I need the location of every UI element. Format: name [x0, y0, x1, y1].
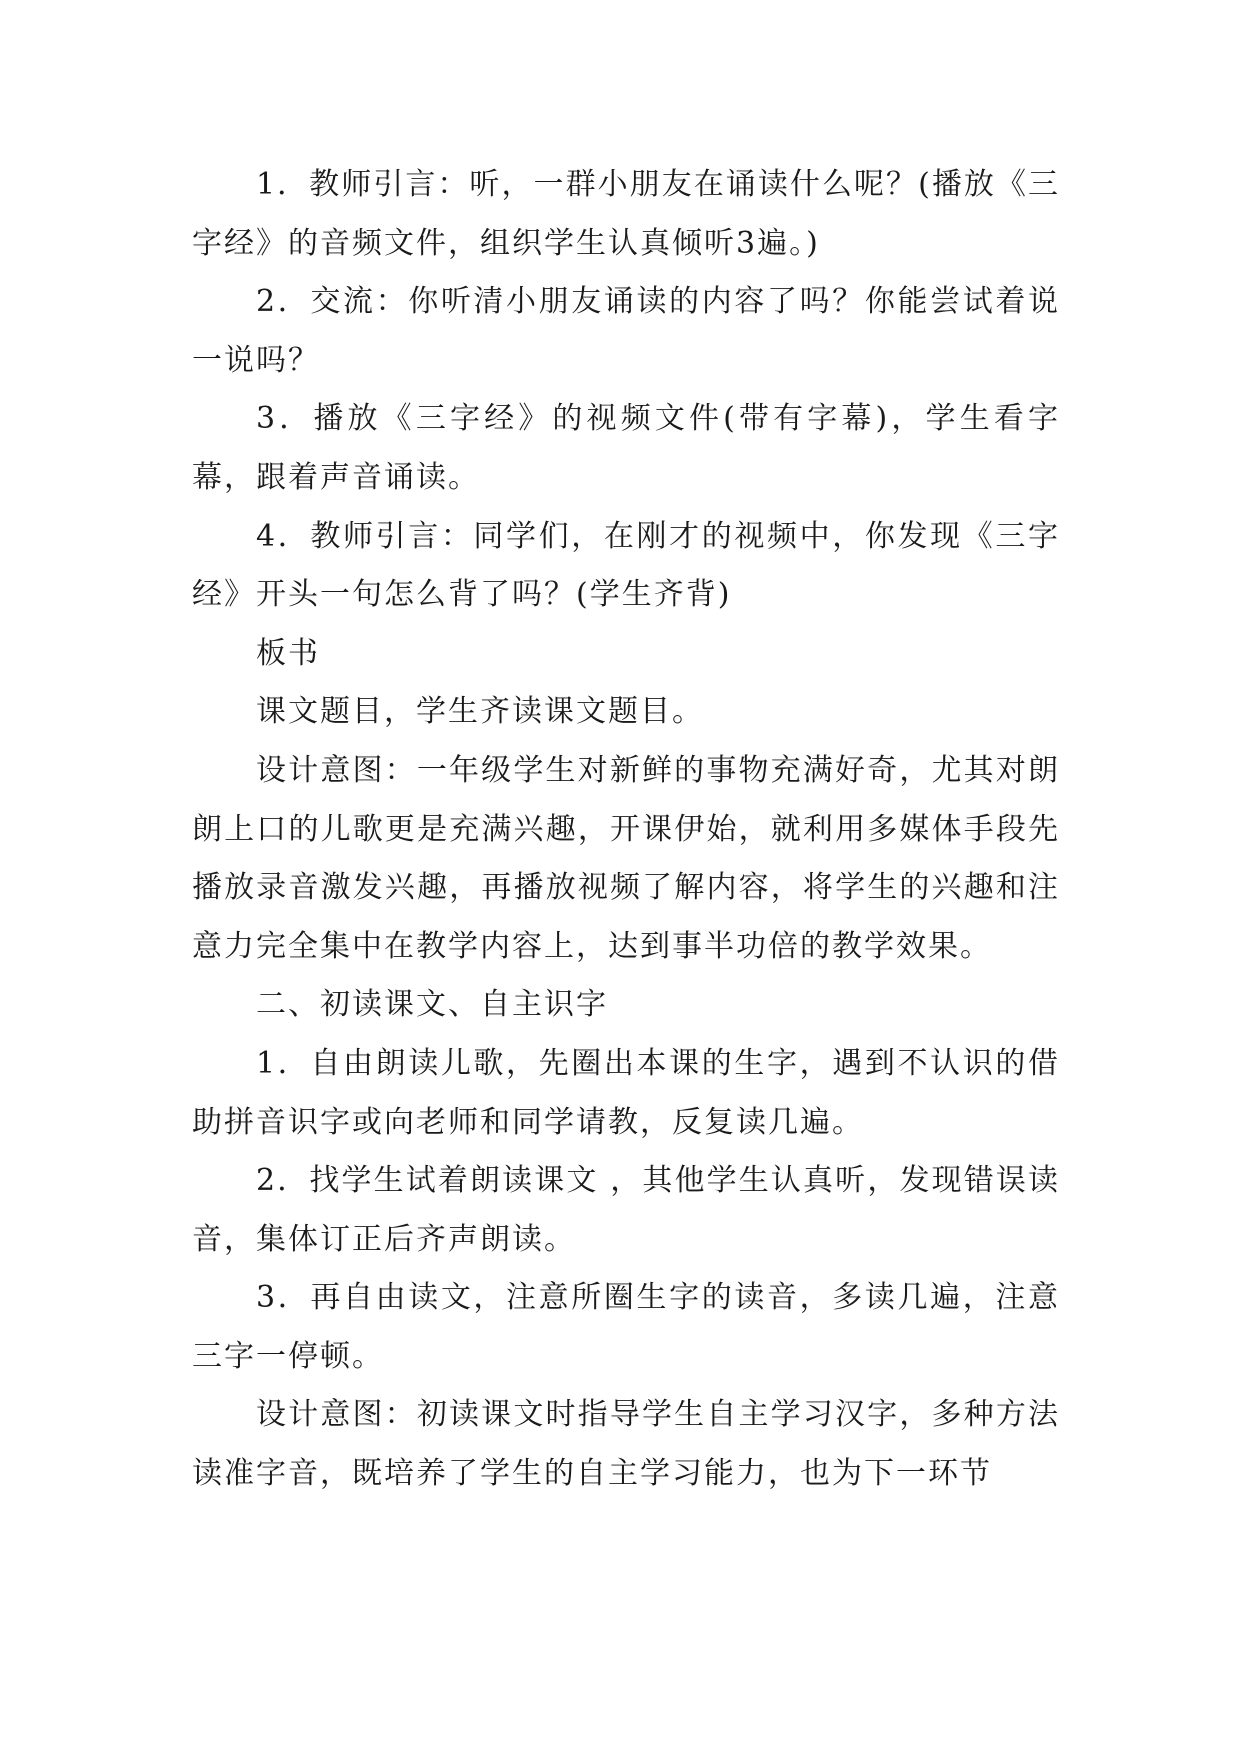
paragraph-intro-step-4: 4．教师引言：同学们，在刚才的视频中，你发现《三字经》开头一句怎么背了吗？(学生齐背)	[192, 518, 1060, 613]
document-body	[192, 156, 1060, 1504]
paragraph-reading-step-1: 1．自由朗读儿歌，先圈出本课的生字，遇到不认识的借助拼音识字或向老师和同学请教，反复读几遍。	[192, 1045, 1060, 1140]
paragraph-blackboard-heading: 板书	[256, 635, 320, 671]
paragraph-reading-step-3: 3．再自由读文，注意所圈生字的读音，多读几遍，注意三字一停顿。	[192, 1280, 1060, 1374]
paragraph-blackboard-content: 课文题目，学生齐读课文题目。	[256, 694, 704, 730]
paragraph-intro-step-1: 1．教师引言：听，一群小朋友在诵读什么呢？(播放《三字经》的音频文件，组织学生认真倾听3遍。)	[192, 167, 1060, 261]
paragraph-reading-step-2: 2．找学生试着朗读课文 ，其他学生认真听，发现错误读音，集体订正后齐声朗读。	[192, 1163, 1060, 1257]
paragraph-intro-step-2: 2．交流：你听清小朋友诵读的内容了吗？你能尝试着说一说吗？	[192, 284, 1060, 378]
section-heading-first-reading: 二、初读课文、自主识字	[256, 987, 608, 1023]
paragraph-design-intent-1: 设计意图：一年级学生对新鲜的事物充满好奇，尤其对朗朗上口的儿歌更是充满兴趣，开课伊始，就利用多媒体手段先播放录音激发兴趣，再播放视频了解内容，将学生的兴趣和注意力完全集中在教学内容上，达到事半功倍的教学效果。	[192, 752, 1060, 964]
paragraph-intro-step-3: 3．播放《三字经》的视频文件(带有字幕)，学生看字幕，跟着声音诵读。	[192, 401, 1060, 495]
paragraph-design-intent-2: 设计意图：初读课文时指导学生自主学习汉字，多种方法读准字音，既培养了学生的自主学习能力，也为下一环节	[192, 1397, 1060, 1492]
